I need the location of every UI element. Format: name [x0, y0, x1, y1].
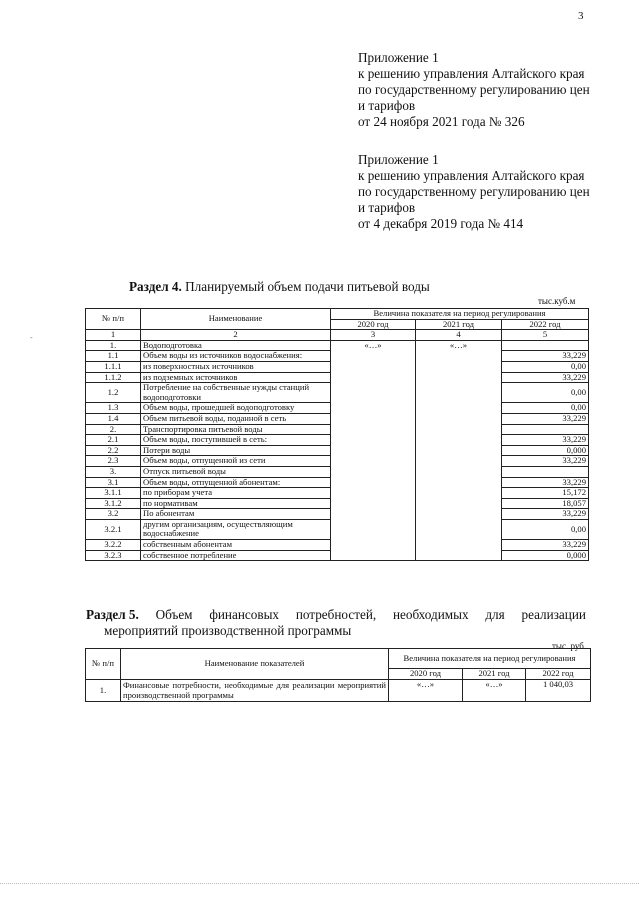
row-name: из подземных источников	[141, 372, 331, 383]
row-name: другим организациям, осуществляющим водоснабжение	[141, 519, 331, 539]
page-number: 3	[578, 10, 584, 22]
row-name: Отпуск питьевой воды	[141, 466, 331, 477]
scan-edge-line	[0, 883, 639, 885]
col-header-name: Наименование показателей	[121, 649, 389, 680]
col-header-2021: 2021 год	[463, 669, 526, 680]
section5-title-word: Объем	[155, 607, 193, 622]
row-value-2022: 33,229	[502, 372, 589, 383]
row-value-2022	[502, 424, 589, 435]
section4-title-bold: Раздел 4.	[129, 279, 182, 294]
section5-title-word: реализации	[521, 607, 586, 622]
col-header-2020: 2020 год	[331, 319, 416, 330]
section5-title-word: потребностей,	[295, 607, 377, 622]
col-header-name: Наименование	[141, 309, 331, 330]
row-num: 3.1	[86, 477, 141, 488]
annex-line: и тарифов	[358, 200, 416, 215]
row-num: 3.2.1	[86, 519, 141, 539]
row-value-2022: 15,172	[502, 488, 589, 499]
column-number: 5	[502, 330, 589, 341]
section4-title-text: Планируемый объем подачи питьевой воды	[181, 279, 430, 294]
row-value-2022: 0,00	[502, 383, 589, 403]
column-number-row	[86, 330, 589, 341]
section5-title-word: для	[485, 607, 505, 622]
row-name: Водоподготовка	[141, 340, 331, 351]
col-header-2022: 2022 год	[526, 669, 591, 680]
row-value-2022: 18,057	[502, 498, 589, 509]
annex-line: Приложение 1	[358, 152, 439, 167]
col-header-num: № п/п	[86, 309, 141, 330]
row-num: 2.2	[86, 445, 141, 456]
row-num: 1.	[86, 680, 121, 702]
row-name: Объем воды, отпущенной из сети	[141, 456, 331, 467]
row-num: 3.2.3	[86, 550, 141, 561]
annex-line: от 4 декабря 2019 года № 414	[358, 216, 524, 231]
row-num: 1.4	[86, 413, 141, 424]
row-num: 2.1	[86, 435, 141, 446]
row-value-2020: «…»	[331, 340, 416, 560]
annex-header-previous	[358, 152, 590, 232]
row-value-2020: «…»	[389, 680, 463, 702]
annex-line: от 24 ноября 2021 года № 326	[358, 114, 525, 129]
row-num: 1.	[86, 340, 141, 351]
column-number: 1	[86, 330, 141, 341]
row-num: 2.3	[86, 456, 141, 467]
row-name: Потери воды	[141, 445, 331, 456]
column-number: 2	[141, 330, 331, 341]
row-name: Транспортировка питьевой воды	[141, 424, 331, 435]
column-number: 3	[331, 330, 416, 341]
row-name: по нормативам	[141, 498, 331, 509]
row-value-2022	[502, 466, 589, 477]
row-num: 1.2	[86, 383, 141, 403]
scan-mark: -	[30, 333, 33, 342]
section5-title	[86, 607, 586, 639]
row-name: Объем воды, прошедшей водоподготовку	[141, 403, 331, 414]
annex-line: Приложение 1	[358, 50, 439, 65]
row-value-2022: 0,00	[502, 361, 589, 372]
row-num: 3.2	[86, 509, 141, 520]
row-value-2022: 1 040,03	[526, 680, 591, 702]
col-header-2022: 2022 год	[502, 319, 589, 330]
row-value-2022: 0,000	[502, 445, 589, 456]
annex-line: и тарифов	[358, 98, 416, 113]
annex-line: к решению управления Алтайского края	[358, 66, 585, 81]
row-value-2022: 0,00	[502, 403, 589, 414]
row-num: 3.1.1	[86, 488, 141, 499]
section5-title-word: необходимых	[392, 607, 469, 622]
row-value-2022: 33,229	[502, 540, 589, 551]
row-value-2022: 33,229	[502, 456, 589, 467]
row-value-2022: 33,229	[502, 435, 589, 446]
section5-title-line2: мероприятий производственной программы	[104, 623, 352, 638]
section5-unit: тыс. руб.	[552, 641, 587, 651]
row-name: По абонентам	[141, 509, 331, 520]
row-name: Потребление на собственные нужды станций водоподготовки	[141, 383, 331, 403]
row-value-2022: 0,00	[502, 519, 589, 539]
row-value-2021: «…»	[463, 680, 526, 702]
row-num: 3.1.2	[86, 498, 141, 509]
row-num: 1.3	[86, 403, 141, 414]
column-number: 4	[416, 330, 502, 341]
row-name: Объем воды, поступившей в сеть:	[141, 435, 331, 446]
row-name: по приборам учета	[141, 488, 331, 499]
section4-unit: тыс.куб.м	[538, 296, 576, 306]
col-header-2020: 2020 год	[389, 669, 463, 680]
row-name: из поверхностных источников	[141, 361, 331, 372]
table-row	[86, 680, 591, 702]
row-value-2021: «…»	[416, 340, 502, 560]
section5-title-word: финансовых	[209, 607, 280, 622]
col-header-period: Величина показателя на период регулирования	[389, 649, 591, 669]
row-num: 1.1.2	[86, 372, 141, 383]
row-num: 2.	[86, 424, 141, 435]
row-value-2022: 33,229	[502, 351, 589, 362]
section5-table	[85, 648, 591, 702]
section4-table	[85, 308, 589, 561]
row-name: собственное потребление	[141, 550, 331, 561]
row-num: 1.1.1	[86, 361, 141, 372]
section4-title	[129, 279, 430, 295]
row-name: Финансовые потребности, необходимые для реализации мероприятий производственной программы	[121, 680, 389, 702]
row-value-2022: 0,000	[502, 550, 589, 561]
annex-line: по государственному регулированию цен	[358, 82, 590, 97]
row-num: 1.1	[86, 351, 141, 362]
annex-line: по государственному регулированию цен	[358, 184, 590, 199]
row-name: собственным абонентам	[141, 540, 331, 551]
col-header-num: № п/п	[86, 649, 121, 680]
row-value-2022: 33,229	[502, 413, 589, 424]
col-header-period: Величина показателя на период регулирования	[331, 309, 589, 320]
row-value-2022: 33,229	[502, 477, 589, 488]
row-name: Объем воды из источников водоснабжения:	[141, 351, 331, 362]
row-value-2022	[502, 340, 589, 351]
row-num: 3.2.2	[86, 540, 141, 551]
row-value-2022: 33,229	[502, 509, 589, 520]
table-row	[86, 340, 589, 351]
col-header-2021: 2021 год	[416, 319, 502, 330]
annex-header-current	[358, 50, 590, 130]
section5-title-bold: Раздел 5.	[86, 607, 139, 622]
row-name: Объем воды, отпущенной абонентам:	[141, 477, 331, 488]
row-num: 3.	[86, 466, 141, 477]
row-name: Объем питьевой воды, поданной в сеть	[141, 413, 331, 424]
annex-line: к решению управления Алтайского края	[358, 168, 585, 183]
